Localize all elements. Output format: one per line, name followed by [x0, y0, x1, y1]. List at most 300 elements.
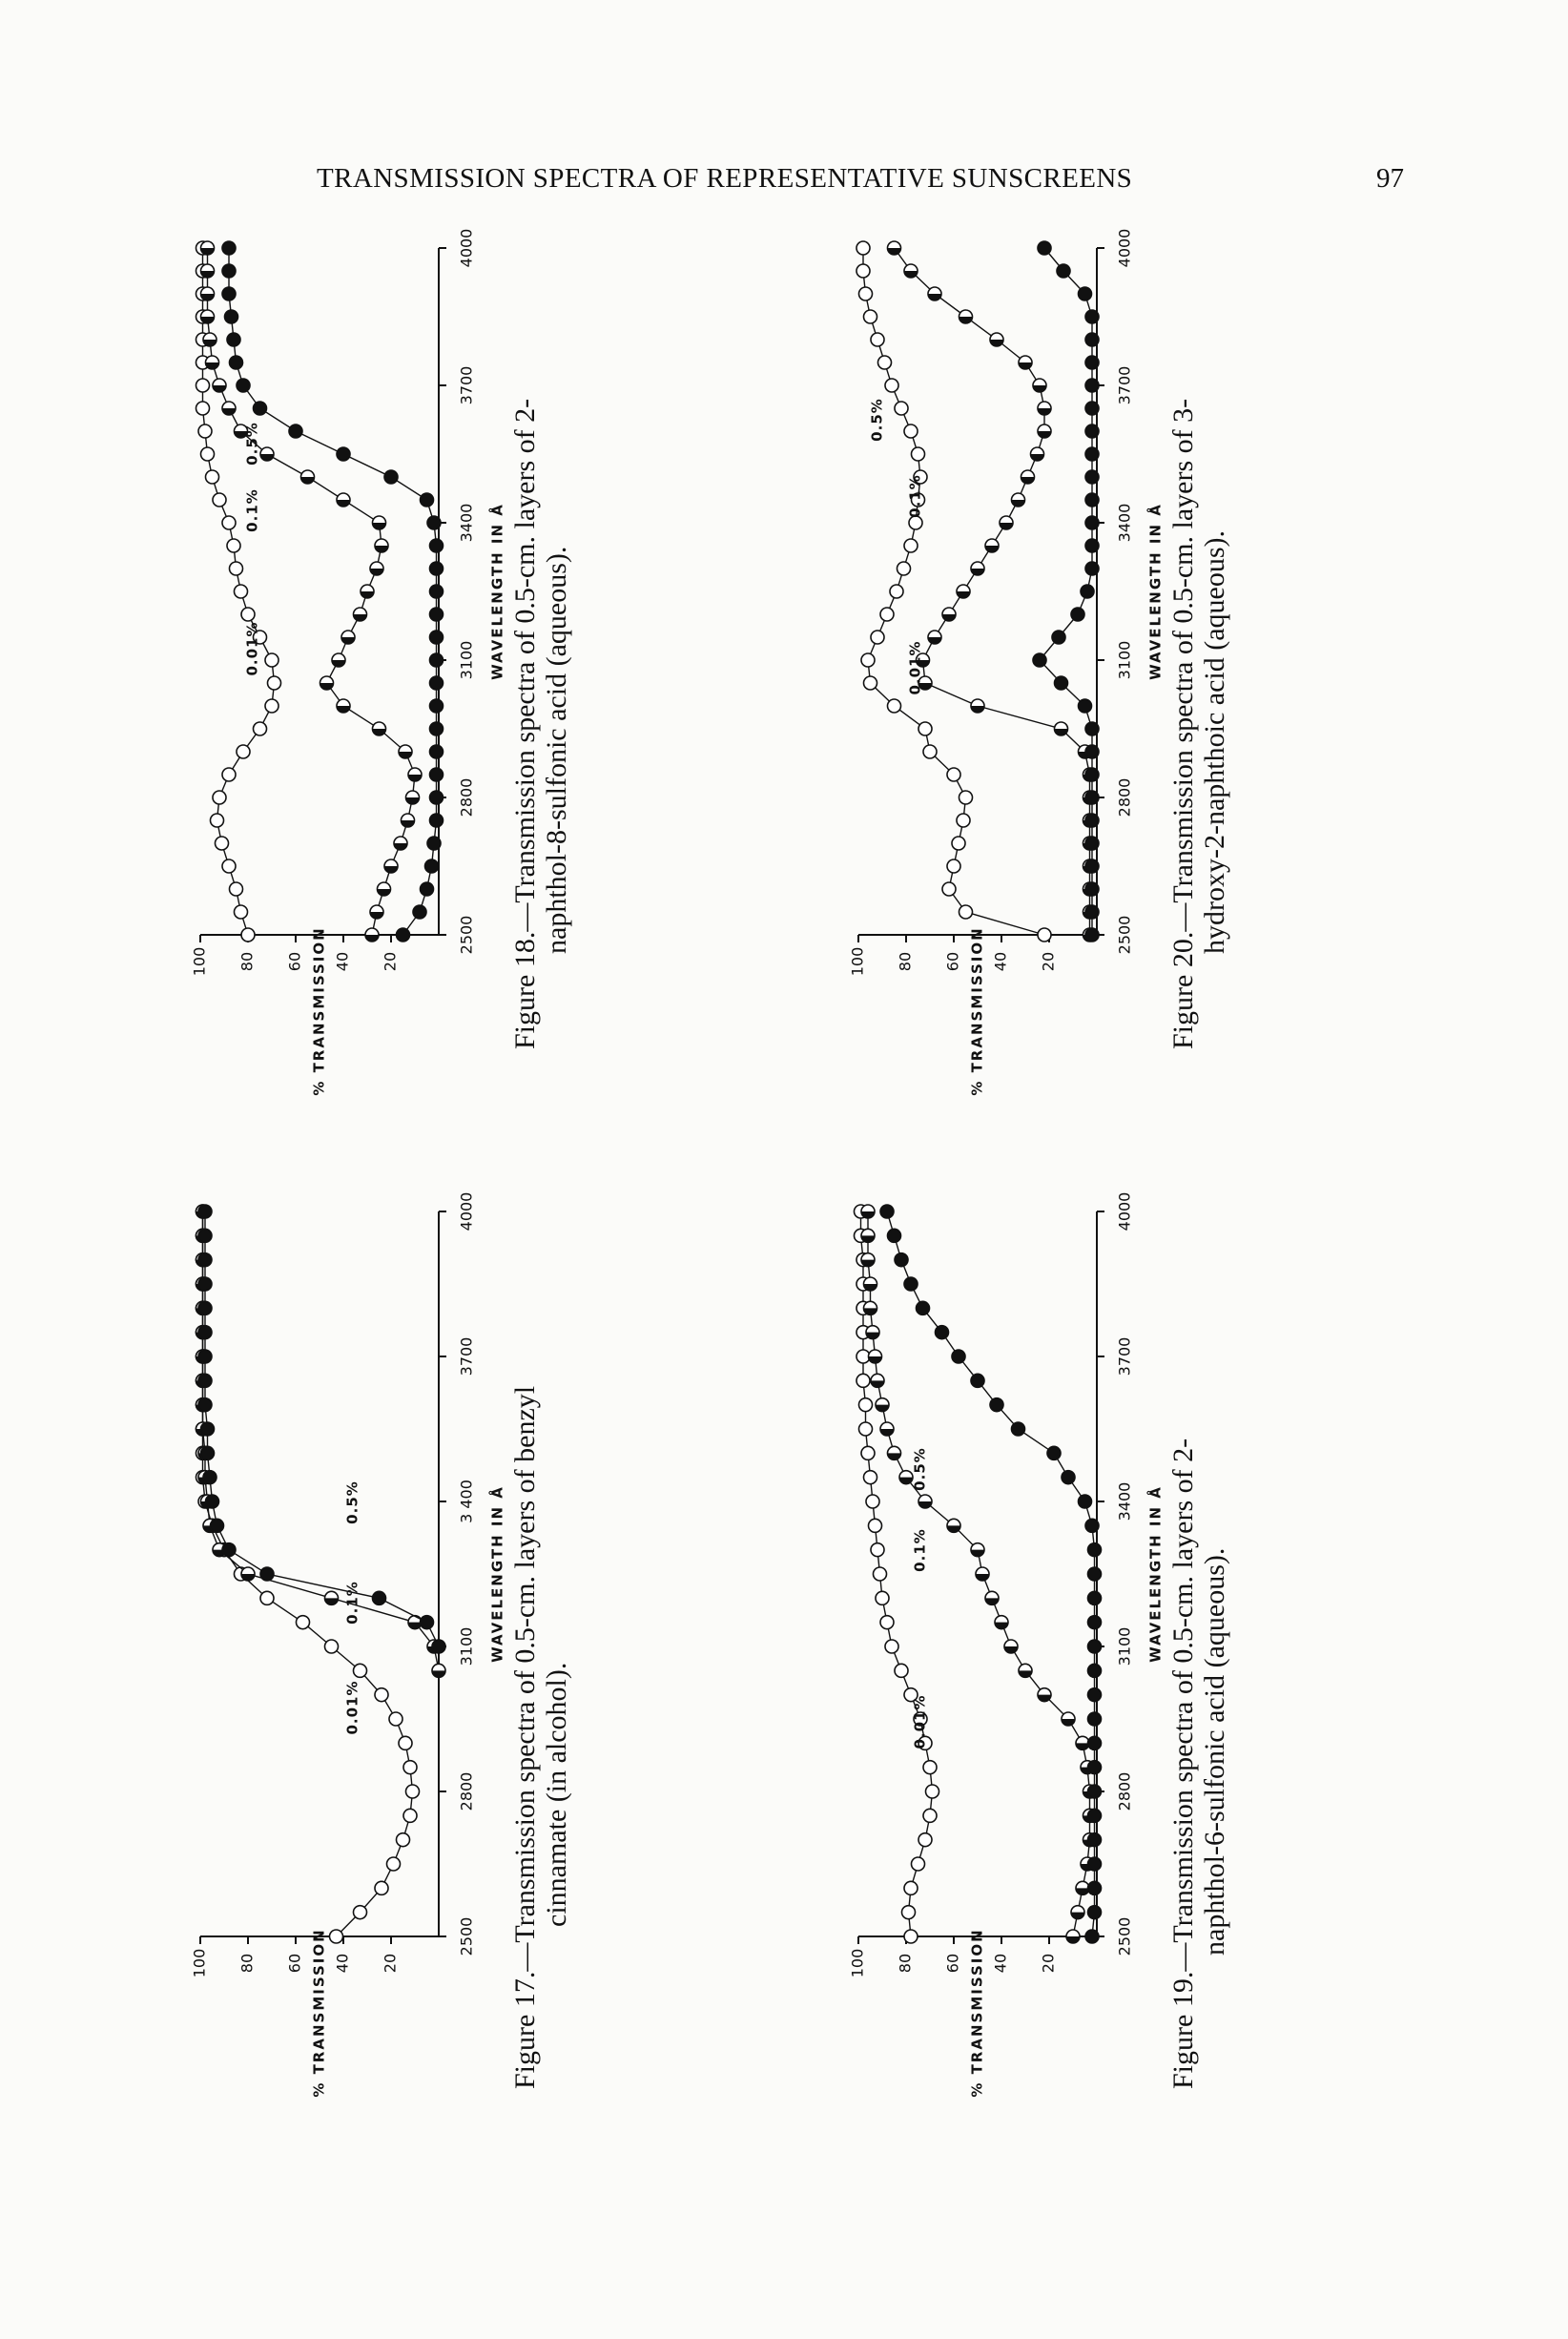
series-line [203, 1211, 440, 1670]
figure-17-caption-line2: cinnamate (in alcohol). [541, 1662, 572, 1927]
data-point [325, 1591, 339, 1604]
data-point [871, 1374, 884, 1387]
data-point [432, 1640, 445, 1653]
data-point [859, 1422, 873, 1436]
data-point [354, 1906, 367, 1919]
data-point [928, 631, 941, 644]
y-axis-title: % TRANSMISSION [968, 926, 986, 1096]
data-point [861, 1253, 875, 1267]
x-tick-label: 3 400 [457, 1480, 476, 1523]
data-point [198, 424, 212, 438]
data-point [1079, 287, 1092, 300]
figure-19 [839, 1173, 1354, 2098]
data-point [196, 379, 210, 392]
data-point [337, 699, 350, 713]
data-point [198, 1301, 212, 1314]
data-point [203, 333, 217, 346]
data-point [201, 1422, 215, 1436]
data-point [942, 608, 956, 621]
data-point [332, 653, 345, 667]
figure-18 [181, 228, 696, 1096]
x-tick-label: 3700 [1115, 365, 1134, 405]
data-point [904, 1930, 918, 1943]
y-tick-label: 20 [381, 951, 400, 972]
data-point [198, 1350, 212, 1363]
x-tick-label: 3700 [1115, 1336, 1134, 1376]
data-point [1033, 379, 1046, 392]
data-point [198, 1326, 212, 1339]
data-point [399, 745, 412, 758]
data-point [869, 1350, 882, 1363]
figure-18-caption-line1: Figure 18.—Transmission spectra of 0.5-cm. layers of 2- [509, 398, 541, 1049]
data-point [959, 310, 973, 323]
data-point [942, 882, 956, 896]
data-point [1088, 1881, 1102, 1894]
data-point [995, 1616, 1008, 1629]
data-point [230, 882, 243, 896]
data-point [430, 791, 444, 804]
data-point [869, 1519, 882, 1532]
data-point [1085, 493, 1099, 507]
data-point [425, 859, 439, 873]
data-point [985, 1591, 999, 1604]
data-point [430, 676, 444, 690]
data-point [1019, 1664, 1032, 1677]
x-tick-label: 4000 [1115, 228, 1134, 268]
data-point [1085, 814, 1099, 827]
data-point [206, 1495, 219, 1508]
series-annotation: 0.01% [343, 1680, 361, 1735]
data-point [354, 1664, 367, 1677]
series-annotation: 0.5% [343, 1480, 361, 1524]
data-point [399, 1736, 412, 1749]
y-tick-label: 60 [943, 951, 962, 972]
data-point [408, 768, 422, 781]
data-point [1085, 837, 1099, 850]
data-point [917, 1301, 930, 1314]
data-point [895, 402, 908, 415]
y-tick-label: 80 [237, 951, 257, 972]
data-point [430, 631, 444, 644]
data-point [952, 1350, 965, 1363]
data-point [890, 585, 903, 598]
data-point [213, 493, 226, 507]
data-point [904, 1881, 918, 1894]
data-point [885, 1640, 898, 1653]
data-point [222, 516, 236, 529]
series-annotation: 0.1% [906, 474, 924, 518]
data-point [241, 608, 255, 621]
data-point [198, 1398, 212, 1412]
data-point [1088, 1736, 1102, 1749]
data-point [1085, 722, 1099, 735]
data-point [871, 333, 884, 346]
data-point [237, 745, 250, 758]
data-point [235, 905, 248, 919]
series-annotation: 0.5% [911, 1447, 929, 1491]
data-point [387, 1857, 401, 1871]
figure-18-chart [181, 228, 696, 1096]
data-point [861, 653, 875, 667]
data-point [265, 653, 279, 667]
data-point [1085, 356, 1099, 369]
data-point [861, 1229, 875, 1242]
data-point [1085, 424, 1099, 438]
data-point [260, 447, 274, 461]
data-point [222, 241, 236, 255]
data-point [211, 814, 224, 827]
data-point [947, 1519, 960, 1532]
x-tick-label: 3100 [457, 1626, 476, 1666]
data-point [222, 287, 236, 300]
data-point [1055, 722, 1068, 735]
page-number: 97 [1376, 163, 1404, 194]
x-tick-label: 2500 [1115, 915, 1134, 955]
data-point [427, 516, 441, 529]
data-point [397, 928, 410, 942]
data-point [230, 562, 243, 575]
data-point [337, 447, 350, 461]
data-point [1081, 585, 1094, 598]
data-point [912, 447, 925, 461]
data-point [1004, 1640, 1018, 1653]
x-tick-label: 3700 [457, 1336, 476, 1376]
data-point [365, 928, 379, 942]
y-tick-label: 40 [333, 1953, 352, 1974]
x-tick-label: 3100 [1115, 1626, 1134, 1666]
data-point [403, 1761, 417, 1774]
data-point [923, 1761, 937, 1774]
data-point [861, 1205, 875, 1218]
x-axis-title: WAVELENGTH IN Å [1146, 503, 1165, 680]
figure-17-caption-line1: Figure 17.—Transmission spectra of 0.5-cm. layers of benzyl [509, 1385, 541, 2089]
data-point [201, 310, 215, 323]
data-point [880, 1205, 894, 1218]
data-point [406, 791, 420, 804]
data-point [260, 1567, 274, 1581]
data-point [1088, 1543, 1102, 1557]
data-point [918, 1495, 932, 1508]
data-point [1088, 1688, 1102, 1702]
data-point [354, 608, 367, 621]
data-point [397, 1833, 410, 1847]
data-point [1012, 1422, 1025, 1436]
data-point [421, 1616, 434, 1629]
figure-17 [181, 1173, 696, 2098]
data-point [1085, 470, 1099, 484]
y-tick-label: 100 [190, 1948, 209, 1978]
data-point [1085, 791, 1099, 804]
series-annotation: 0.1% [911, 1528, 929, 1572]
data-point [289, 424, 302, 438]
data-point [206, 356, 219, 369]
x-tick-label: 3400 [457, 503, 476, 543]
data-point [904, 1277, 918, 1291]
data-point [1085, 859, 1099, 873]
data-point [301, 470, 315, 484]
data-point [421, 882, 434, 896]
figure-20-caption-line2: hydroxy-2-naphthoic acid (aqueous). [1199, 529, 1230, 954]
running-header-title: TRANSMISSION SPECTRA OF REPRESENTATIVE SUNSCREENS [317, 163, 1133, 194]
data-point [198, 1253, 212, 1267]
data-point [1085, 905, 1099, 919]
data-point [888, 699, 901, 713]
data-point [1000, 516, 1013, 529]
data-point [1085, 562, 1099, 575]
data-point [976, 1567, 989, 1581]
y-tick-label: 40 [333, 951, 352, 972]
data-point [936, 1326, 949, 1339]
data-point [375, 1688, 388, 1702]
data-point [864, 1301, 877, 1314]
x-tick-label: 2800 [1115, 777, 1134, 818]
data-point [222, 768, 236, 781]
x-tick-label: 2500 [457, 1916, 476, 1956]
x-tick-label: 2800 [1115, 1771, 1134, 1811]
y-tick-label: 60 [285, 1953, 304, 1974]
data-point [394, 837, 407, 850]
data-point [402, 814, 415, 827]
data-point [1055, 676, 1068, 690]
data-point [926, 1785, 939, 1798]
data-point [864, 1471, 877, 1484]
data-point [227, 539, 240, 552]
y-tick-label: 100 [848, 946, 867, 977]
data-point [196, 402, 210, 415]
data-point [1033, 653, 1046, 667]
data-point [254, 402, 267, 415]
data-point [1085, 310, 1099, 323]
data-point [880, 608, 894, 621]
data-point [885, 379, 898, 392]
data-point [880, 1616, 894, 1629]
data-point [198, 1229, 212, 1242]
data-point [198, 1277, 212, 1291]
data-point [878, 356, 892, 369]
data-point [373, 516, 386, 529]
data-point [947, 859, 960, 873]
data-point [876, 1398, 889, 1412]
data-point [1019, 356, 1032, 369]
figure-19-chart [839, 1173, 1354, 2098]
data-point [880, 1422, 894, 1436]
data-point [373, 1591, 386, 1604]
data-point [904, 539, 918, 552]
data-point [1088, 1664, 1102, 1677]
figure-19-caption-line2: naphthol-6-sulfonic acid (aqueous). [1199, 1547, 1230, 1956]
data-point [1031, 447, 1044, 461]
data-point [206, 470, 219, 484]
data-point [861, 1446, 875, 1459]
data-point [947, 768, 960, 781]
data-point [413, 905, 426, 919]
data-point [985, 539, 999, 552]
data-point [918, 1833, 932, 1847]
series-line [887, 1211, 1095, 1936]
data-point [859, 1398, 873, 1412]
data-point [1088, 1640, 1102, 1653]
data-point [959, 791, 973, 804]
data-point [201, 287, 215, 300]
data-point [432, 1664, 445, 1677]
data-point [918, 722, 932, 735]
x-axis-title: WAVELENGTH IN Å [1146, 1485, 1165, 1663]
data-point [330, 1930, 343, 1943]
series-annotation: 0.5% [243, 422, 261, 466]
data-point [897, 562, 911, 575]
data-point [971, 1543, 984, 1557]
data-point [1038, 424, 1051, 438]
data-point [430, 745, 444, 758]
data-point [971, 562, 984, 575]
data-point [904, 264, 918, 278]
data-point [957, 814, 970, 827]
data-point [1085, 402, 1099, 415]
data-point [222, 402, 236, 415]
data-point [1079, 699, 1092, 713]
data-point [1088, 1567, 1102, 1581]
data-point [430, 768, 444, 781]
data-point [971, 1374, 984, 1387]
data-point [241, 1567, 255, 1581]
data-point [430, 699, 444, 713]
y-tick-label: 40 [991, 951, 1010, 972]
x-tick-label: 2500 [457, 915, 476, 955]
data-point [430, 608, 444, 621]
data-point [1047, 1446, 1061, 1459]
y-tick-label: 80 [896, 1953, 915, 1974]
data-point [1088, 1712, 1102, 1726]
data-point [403, 1809, 417, 1822]
data-point [871, 1543, 884, 1557]
figure-20-chart [839, 228, 1354, 1096]
x-tick-label: 2800 [457, 777, 476, 818]
data-point [1021, 470, 1035, 484]
y-axis-title: % TRANSMISSION [310, 926, 328, 1096]
data-point [957, 585, 970, 598]
data-point [856, 1374, 870, 1387]
data-point [923, 745, 937, 758]
x-tick-label: 3100 [457, 640, 476, 680]
data-point [1038, 928, 1051, 942]
data-point [888, 241, 901, 255]
data-point [1079, 1495, 1092, 1508]
data-point [201, 447, 215, 461]
data-point [241, 928, 255, 942]
data-point [237, 379, 250, 392]
data-point [265, 699, 279, 713]
data-point [1088, 1761, 1102, 1774]
data-point [230, 356, 243, 369]
x-tick-label: 3700 [457, 365, 476, 405]
data-point [375, 539, 388, 552]
data-point [325, 1640, 339, 1653]
data-point [971, 699, 984, 713]
data-point [1038, 1688, 1051, 1702]
data-point [1062, 1471, 1075, 1484]
data-point [866, 1326, 879, 1339]
data-point [268, 676, 281, 690]
data-point [912, 1857, 925, 1871]
y-tick-label: 40 [991, 1953, 1010, 1974]
data-point [1012, 493, 1025, 507]
data-point [1088, 1785, 1102, 1798]
data-point [225, 310, 238, 323]
data-point [952, 837, 965, 850]
data-point [1085, 1519, 1099, 1532]
figure-20 [839, 228, 1354, 1096]
data-point [227, 333, 240, 346]
data-point [1038, 402, 1051, 415]
x-tick-label: 4000 [1115, 1191, 1134, 1232]
data-point [235, 585, 248, 598]
data-point [1085, 1930, 1099, 1943]
data-point [337, 493, 350, 507]
y-tick-label: 20 [381, 1953, 400, 1974]
series-annotation: 0.5% [868, 398, 886, 442]
data-point [213, 379, 226, 392]
data-point [866, 1495, 879, 1508]
data-point [203, 1471, 217, 1484]
data-point [1066, 1930, 1080, 1943]
data-point [864, 310, 877, 323]
data-point [201, 241, 215, 255]
data-point [1071, 1906, 1084, 1919]
data-point [389, 1712, 402, 1726]
data-point [1085, 333, 1099, 346]
data-point [1085, 882, 1099, 896]
data-point [1088, 1857, 1102, 1871]
y-tick-label: 80 [896, 951, 915, 972]
data-point [1088, 1591, 1102, 1604]
data-point [856, 241, 870, 255]
data-point [895, 1664, 908, 1677]
data-point [361, 585, 374, 598]
data-point [864, 676, 877, 690]
data-point [1088, 1906, 1102, 1919]
data-point [859, 287, 873, 300]
y-tick-label: 80 [237, 1953, 257, 1974]
data-point [260, 1591, 274, 1604]
figure-17-chart [181, 1173, 696, 2098]
data-point [904, 424, 918, 438]
data-point [902, 1906, 916, 1919]
data-point [370, 562, 383, 575]
series-annotation: 0.01% [911, 1694, 929, 1749]
figure-18-caption-line2: naphthol-8-sulfonic acid (aqueous). [541, 546, 572, 954]
data-point [1088, 1833, 1102, 1847]
data-point [1088, 1809, 1102, 1822]
data-point [864, 1277, 877, 1291]
data-point [222, 859, 236, 873]
data-point [874, 1567, 887, 1581]
data-point [928, 287, 941, 300]
data-point [430, 585, 444, 598]
y-tick-label: 20 [1039, 951, 1058, 972]
data-point [430, 653, 444, 667]
data-point [1088, 1616, 1102, 1629]
data-point [1085, 379, 1099, 392]
data-point [198, 1374, 212, 1387]
y-tick-label: 20 [1039, 1953, 1058, 1974]
series-annotation: 0.1% [243, 488, 261, 532]
data-point [959, 905, 973, 919]
data-point [1085, 928, 1099, 942]
data-point [373, 722, 386, 735]
data-point [384, 859, 398, 873]
data-point [430, 814, 444, 827]
figure-19-caption-line1: Figure 19.—Transmission spectra of 0.5-cm. layers of 2- [1167, 1438, 1199, 2089]
